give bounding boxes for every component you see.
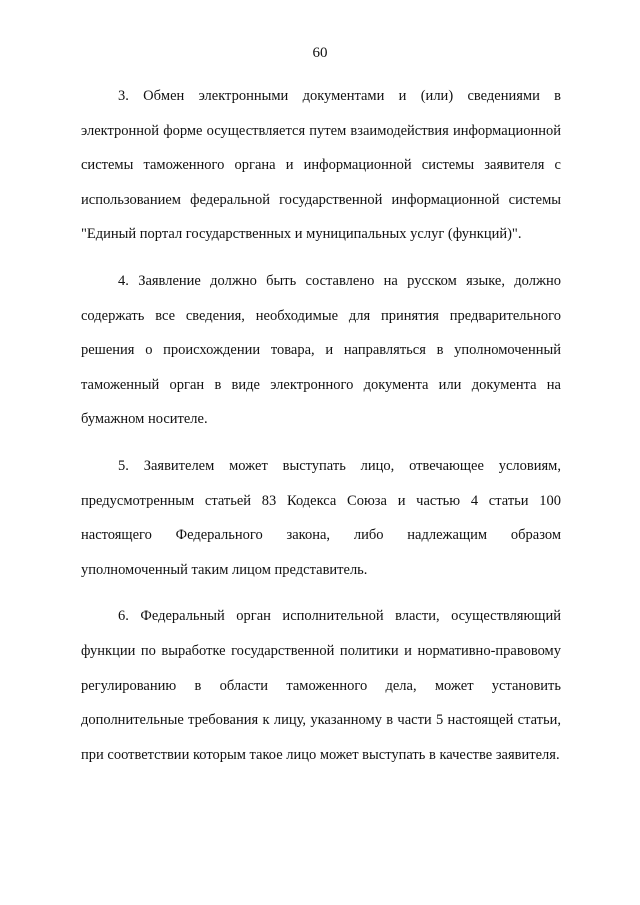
page-number: 60 [312, 45, 328, 61]
paragraph-3: 3. Обмен электронными документами и (или) сведениями в электронной форме осуществляется путем взаимодействия информационной системы таможенного органа и информационной системы заявителя с использованием федеральной государственной информационной системы "Единый портал государственных и муниципальных услуг (функций)". [81, 88, 561, 243]
paragraph-4: 4. Заявление должно быть составлено на русском языке, должно содержать все сведения, необходимые для принятия предварительного решения о происхождении товара, и направляться в уполномоченный таможенный орган в виде электронного документа или документа на бумажном носителе. [81, 272, 561, 428]
paragraph-6: 6. Федеральный орган исполнительной власти, осуществляющий функции по выработке государственной политики и нормативно-правовому регулированию в области таможенного дела, может установить дополнительные требования к лицу, указанному в части 5 настоящей статьи, при соответствии которым такое лицо может выступать в качестве заявителя. [81, 608, 561, 763]
paragraph-5: 5. Заявителем может выступать лицо, отвечающее условиям, предусмотренным статьей 83 Кодекса Союза и частью 4 статьи 100 настоящего Федерального закона, либо надлежащим образом уполномоченный таким лицом представитель. [81, 457, 561, 578]
document-body [81, 79, 561, 784]
